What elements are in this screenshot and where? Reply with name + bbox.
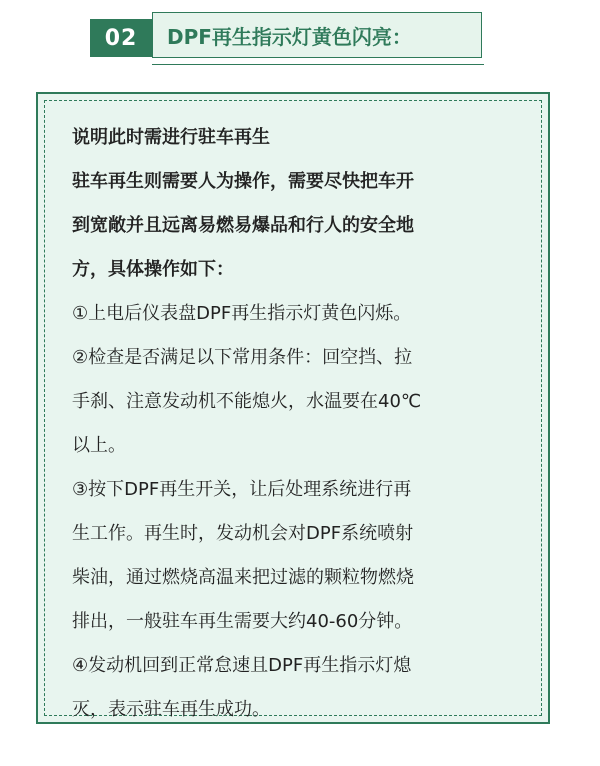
content-text [72,116,532,732]
text-line: 到宽敞并且远离易燃易爆品和行人的安全地 [72,215,414,236]
text-line: 以上。 [72,435,126,456]
text-line: ④发动机回到正常怠速且DPF再生指示灯熄 [72,655,412,676]
text-line: 驻车再生则需要人为操作，需要尽快把车开 [72,171,414,192]
section-title: DPF再生指示灯黄色闪亮： [152,12,482,58]
text-line: ③按下DPF再生开关，让后处理系统进行再 [72,479,412,500]
text-line: 手刹、注意发动机不能熄火，水温要在40℃ [72,391,422,412]
text-line: 生工作。再生时，发动机会对DPF系统喷射 [72,523,414,544]
text-line: 说明此时需进行驻车再生 [72,127,270,148]
title-underline [152,64,484,65]
text-line: 柴油，通过燃烧高温来把过滤的颗粒物燃烧 [72,567,414,588]
section-number-badge: 02 [90,19,152,57]
text-line: 灭，表示驻车再生成功。 [72,699,270,720]
text-line: ①上电后仪表盘DPF再生指示灯黄色闪烁。 [72,303,412,324]
text-line: 方，具体操作如下： [72,259,234,280]
text-line: 排出，一般驻车再生需要大约40-60分钟。 [72,611,413,632]
text-line: ②检查是否满足以下常用条件：回空挡、拉 [72,347,413,368]
